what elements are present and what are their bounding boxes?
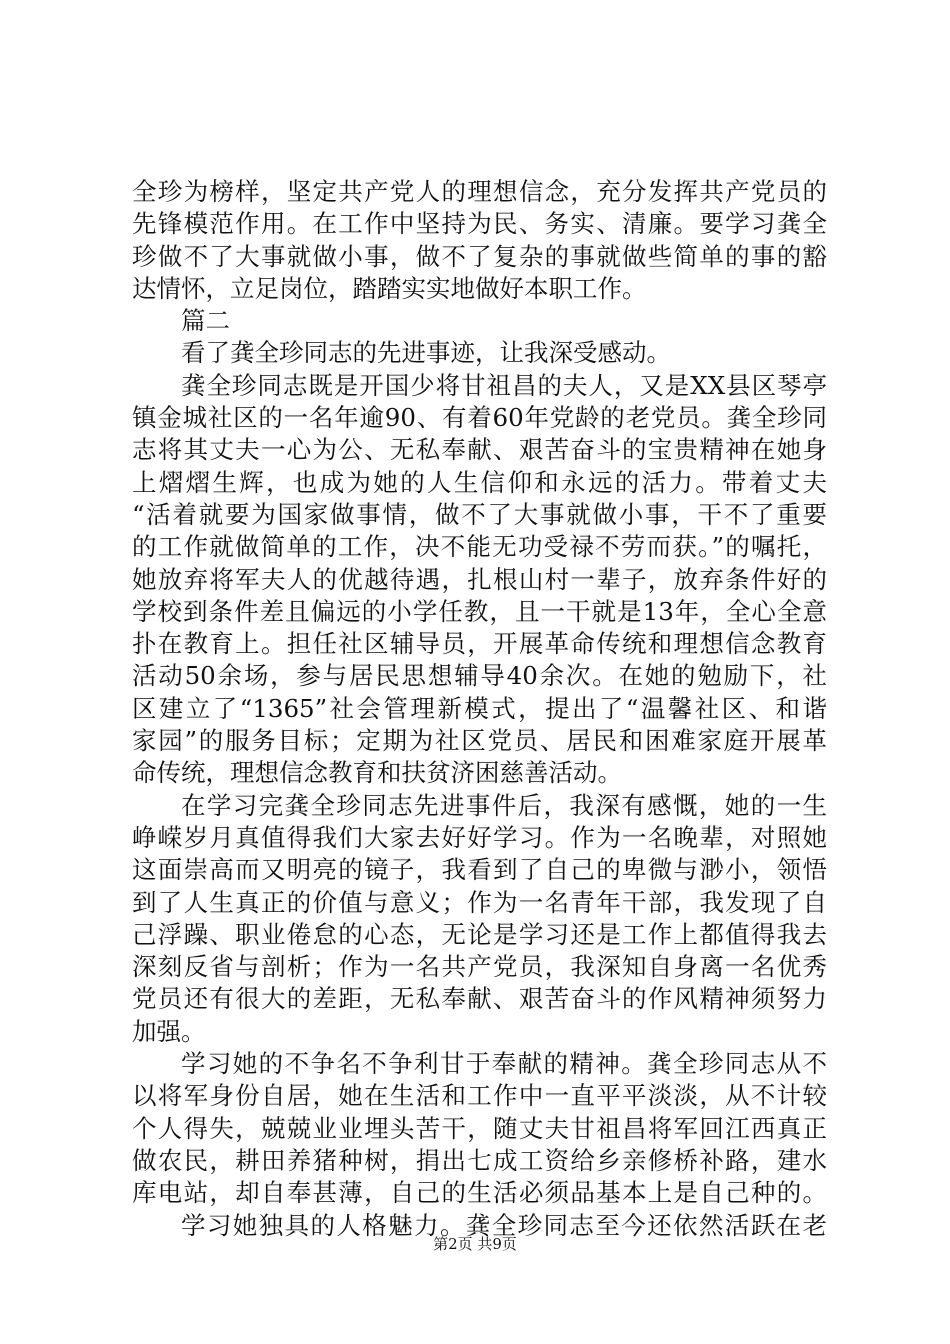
text-line: 做农民，耕田养猪种树，捐出七成工资给乡亲修桥补路，建水 xyxy=(132,1145,827,1175)
text-line: 的工作就做简单的工作，决不能无功受禄不劳而获。”的嘱托， xyxy=(132,532,827,562)
text-line: 上熠熠生辉，也成为她的人生信仰和永远的活力。带着丈夫 xyxy=(132,467,827,497)
text-line: 学习她的不争名不争利甘于奉献的精神。龚全珍同志从不 xyxy=(181,1049,827,1079)
text-line: 看了龚全珍同志的先进事迹，让我深受感动。 xyxy=(181,338,671,368)
text-line: 志将其丈夫一心为公、无私奉献、艰苦奋斗的宝贵精神在她身 xyxy=(132,435,827,465)
text-line: 在学习完龚全珍同志先进事件后，我深有感慨，她的一生 xyxy=(181,790,827,820)
page-footer: 第2页 共9页 xyxy=(433,1235,517,1253)
text-line: 全珍为榜样，坚定共产党人的理想信念，充分发挥共产党员的 xyxy=(132,177,827,206)
text-line: 个人得失，兢兢业业埋头苦干，随丈夫甘祖昌将军回江西真正 xyxy=(132,1113,827,1143)
text-line: 龚全珍同志既是开国少将甘祖昌的夫人，又是XX县区琴亭 xyxy=(181,370,827,400)
text-line: 活动50余场，参与居民思想辅导40余次。在她的勉励下，社 xyxy=(132,661,827,691)
text-line: 深刻反省与剖析；作为一名共产党员，我深知自身离一名优秀 xyxy=(132,952,827,982)
text-line: 篇二 xyxy=(181,306,230,336)
text-line: 峥嵘岁月真值得我们大家去好好学习。作为一名晚辈，对照她 xyxy=(132,822,827,852)
text-line: 镇金城社区的一名年逾90、有着60年党龄的老党员。龚全珍同 xyxy=(132,403,827,433)
text-line: 这面崇高而又明亮的镜子，我看到了自己的卑微与渺小，领悟 xyxy=(132,855,827,885)
text-line: 扑在教育上。担任社区辅导员，开展革命传统和理想信念教育 xyxy=(132,629,827,659)
text-line: 她放弃将军夫人的优越待遇，扎根山村一辈子，放弃条件好的 xyxy=(132,564,827,594)
text-line: 己浮躁、职业倦怠的心态，无论是学习还是工作上都值得我去 xyxy=(132,919,827,949)
text-line: 区建立了“1365”社会管理新模式，提出了“温馨社区、和谐 xyxy=(132,693,827,723)
text-line: 珍做不了大事就做小事，做不了复杂的事就做些简单的事的豁 xyxy=(132,241,827,271)
text-line: 加强。 xyxy=(132,1016,206,1046)
text-line: 以将军身份自居，她在生活和工作中一直平平淡淡，从不计较 xyxy=(132,1081,827,1111)
text-line: 到了人生真正的价值与意义；作为一名青年干部，我发现了自 xyxy=(132,887,827,917)
text-line: 先锋模范作用。在工作中坚持为民、务实、清廉。要学习龚全 xyxy=(132,209,827,239)
text-line: 党员还有很大的差距，无私奉献、艰苦奋斗的作风精神须努力 xyxy=(132,984,827,1014)
text-line: 达情怀，立足岗位，踏踏实实地做好本职工作。 xyxy=(132,273,647,303)
text-line: 家园”的服务目标；定期为社区党员、居民和困难家庭开展革 xyxy=(132,726,827,756)
text-line: 学校到条件差且偏远的小学任教，且一干就是13年，全心全意 xyxy=(132,596,827,626)
text-line: 学习她独具的人格魅力。龚全珍同志至今还依然活跃在老 xyxy=(181,1210,827,1240)
text-line: “活着就要为国家做事情，做不了大事就做小事，干不了重要 xyxy=(132,499,827,529)
text-line: 命传统，理想信念教育和扶贫济困慈善活动。 xyxy=(132,758,622,788)
document-body xyxy=(132,176,827,1242)
text-line: 库电站，却自奉甚薄，自己的生活必须品基本上是自己种的。 xyxy=(132,1178,827,1208)
